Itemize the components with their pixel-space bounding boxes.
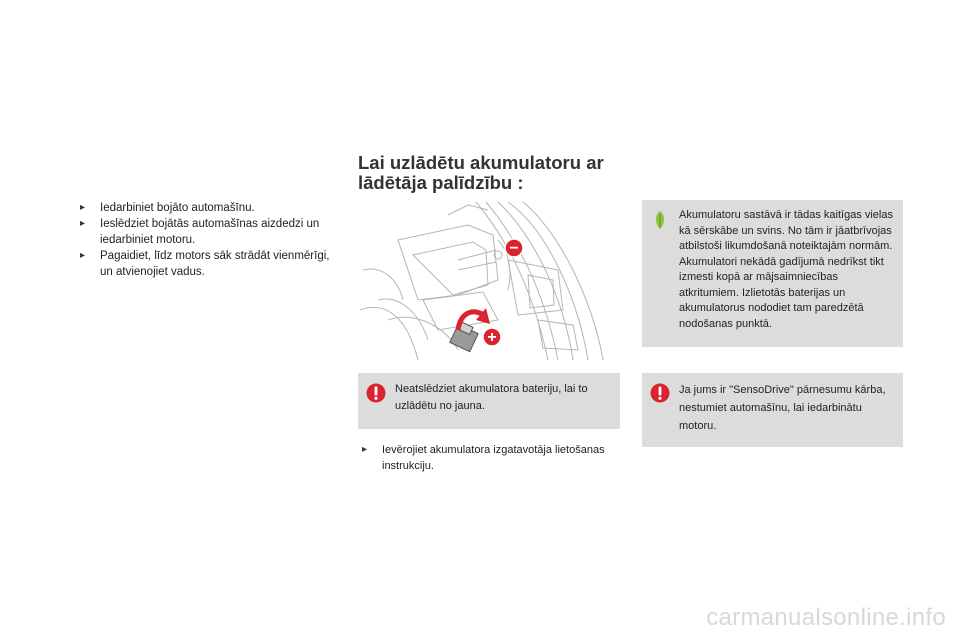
warning-box-sensodrive — [642, 373, 903, 447]
bullet-arrow-icon: ▸ — [80, 202, 86, 213]
minus-symbol: − — [509, 240, 519, 257]
environment-leaf-icon — [650, 210, 670, 230]
list-item — [80, 216, 340, 248]
warning-text: Neatslēdziet akumulatora bateriju, lai to uzlādētu no jauna. — [395, 383, 588, 412]
heading-line-1: Lai uzlādētu akumulatoru ar — [358, 152, 604, 173]
list-item — [80, 200, 340, 216]
section-heading — [358, 153, 638, 193]
bullet-arrow-icon: ▸ — [80, 218, 86, 229]
warning-icon — [650, 383, 670, 403]
bullet-arrow-icon: ▸ — [80, 250, 86, 261]
heading-line-2: lādētāja palīdzību : — [358, 172, 524, 193]
warning-box-battery — [358, 373, 620, 429]
warning-text: Ja jums ir "SensoDrive" pārnesumu kārba, nestumiet automašīnu, lai iedarbinātu motoru. — [679, 384, 886, 432]
environment-info-box — [642, 200, 903, 347]
battery-drawing — [358, 200, 620, 360]
instruction-list-left — [80, 200, 340, 280]
instruction-list-bottom — [362, 442, 612, 474]
list-item — [80, 248, 340, 280]
list-item-text: Iedarbiniet bojāto automašīnu. — [100, 202, 255, 214]
plus-symbol: + — [487, 329, 497, 346]
environment-text: Akumulatoru sastāvā ir tādas kaitīgas vielas kā sērskābe un svins. No tām ir jāatbrīvojas atbilstoši likumdošanā noteiktajām normām. Akumulatori nekādā gadījumā nedrīkst tikt izmesti kopā ar mājsaimniecības atkritumiem. Izlietotās baterijas un akumulatorus nododiet tam paredzētā nodošanas punktā. — [679, 209, 893, 330]
bullet-arrow-icon: ▸ — [362, 444, 368, 455]
list-item — [362, 442, 612, 474]
list-item-text: Ieslēdziet bojātās automašīnas aizdedzi un iedarbiniet motoru. — [100, 218, 320, 246]
warning-icon — [366, 383, 386, 403]
list-item-text: Pagaidiet, līdz motors sāk strādāt vienmērīgi, un atvienojiet vadus. — [100, 250, 330, 278]
list-item-text: Ievērojiet akumulatora izgatavotāja lietošanas instrukciju. — [382, 444, 605, 472]
watermark: carmanualsonline.info — [706, 604, 946, 631]
battery-illustration — [358, 200, 620, 360]
